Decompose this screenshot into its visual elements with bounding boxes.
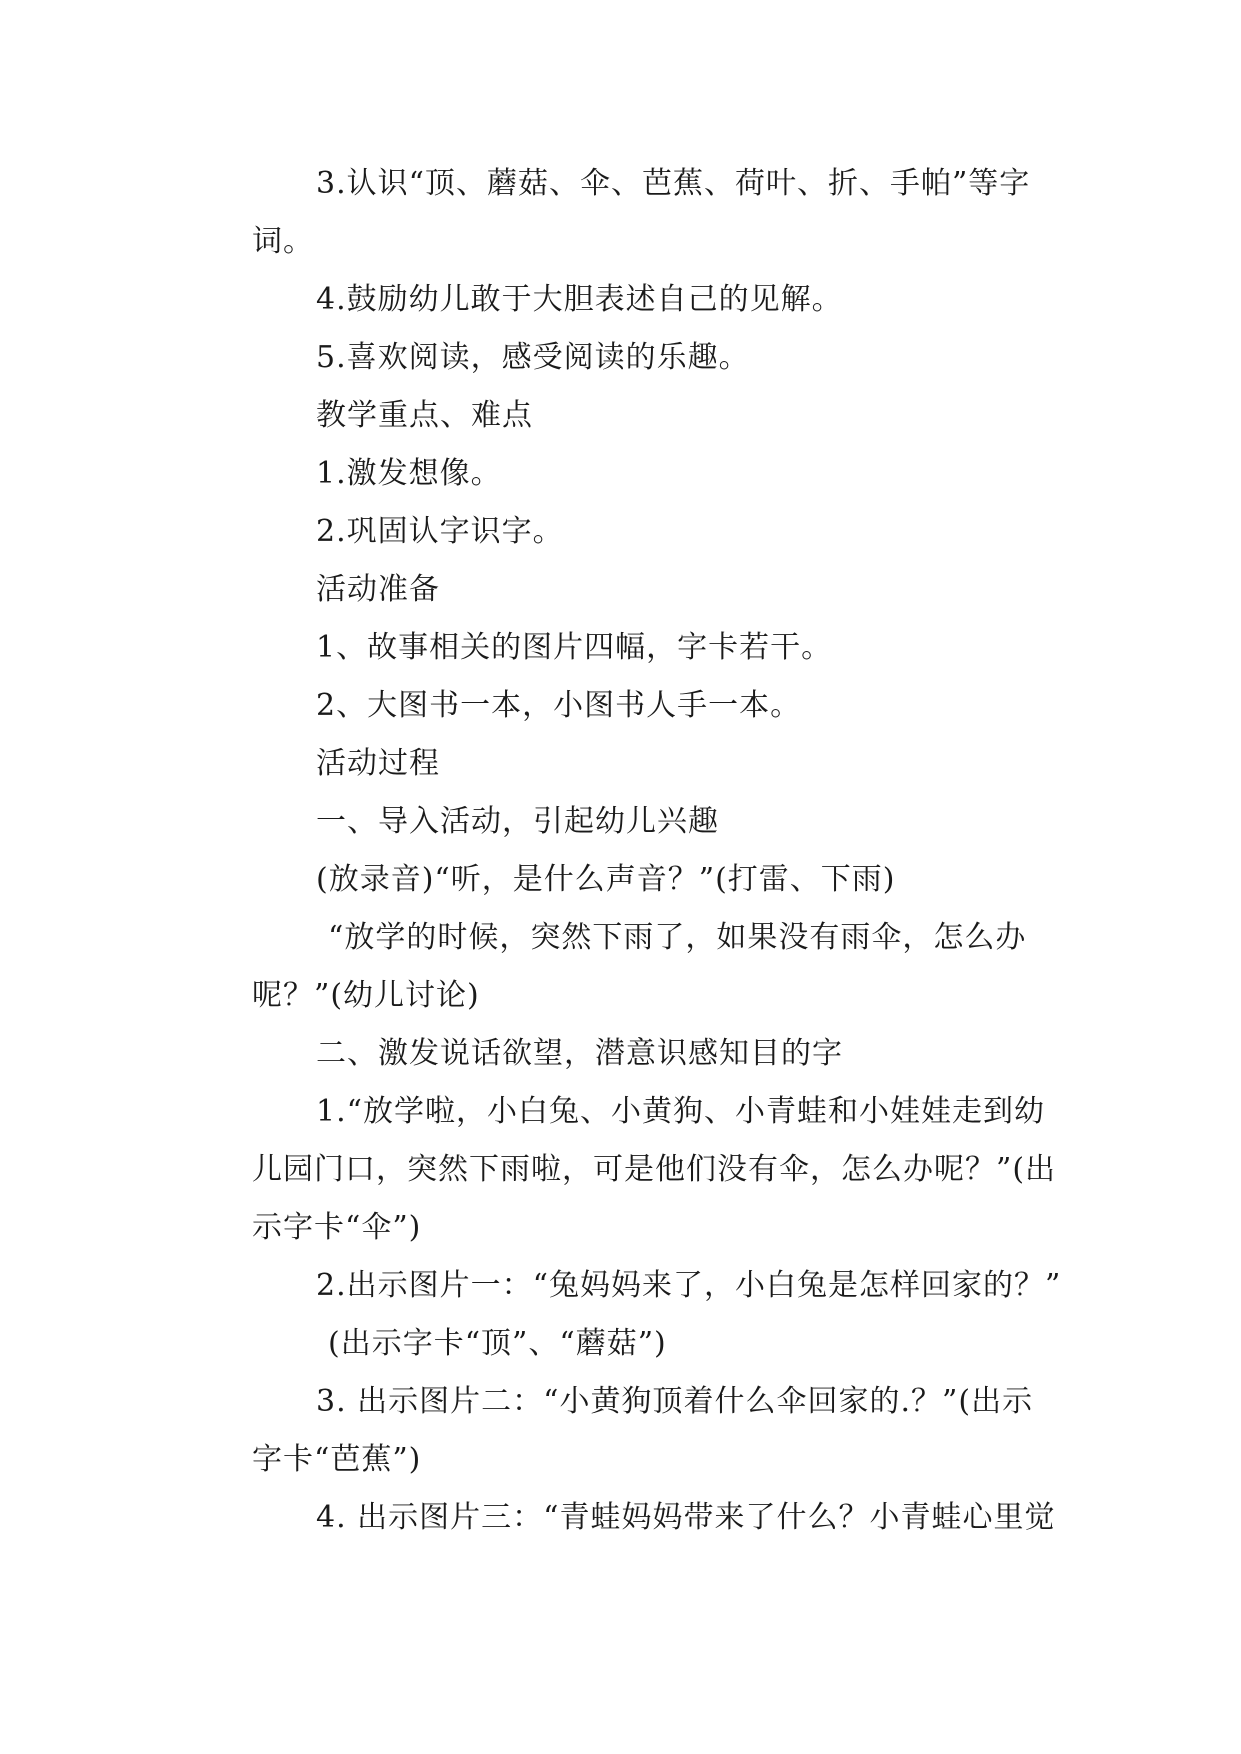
paragraph-step-2-item-3 [188,1373,1054,1489]
paragraph-step-2-item-2 [188,1257,1062,1373]
paragraph-rain-question [188,909,1054,1025]
paragraph-objective-5 [188,329,1054,387]
paragraph-key-point-1 [188,445,1054,503]
paragraph-step-1-heading [188,793,1054,851]
paragraph-key-point-2 [188,503,1054,561]
paragraph-objective-3 [188,155,1054,271]
paragraph-objective-4 [188,271,1054,329]
document-body [188,155,1062,1547]
section-heading: 活动准备 [316,572,440,607]
text-line: 1.“放学啦，小白兔、小黄狗、小青蛙和小娃娃走到幼 [316,1094,1045,1129]
text-line: 5.喜欢阅读，感受阅读的乐趣。 [316,340,750,375]
section-heading: 活动过程 [316,746,440,781]
text-line: 词。 [252,224,314,259]
paragraph-step-2-item-1 [188,1083,1057,1257]
paragraph-recording [188,851,1054,909]
text-line: 4. 出示图片三：“青蛙妈妈带来了什么？小青蛙心里觉 [316,1500,1056,1535]
paragraph-step-2-item-4 [188,1489,1054,1547]
text-line: 2.出示图片一：“兔妈妈来了，小白兔是怎样回家的？” [316,1268,1062,1303]
text-line: 3. 出示图片二：“小黄狗顶着什么伞回家的.？”(出示 [316,1384,1034,1419]
text-line: 1.激发想像。 [316,456,502,491]
heading-key-points [188,387,1054,445]
section-heading: 教学重点、难点 [316,398,533,433]
heading-process [188,735,1054,793]
text-line: 字卡“芭蕉”) [252,1442,422,1477]
text-line: 儿园门口，突然下雨啦，可是他们没有伞，怎么办呢？”(出 [252,1152,1057,1187]
text-line: (出示字卡“顶”、“蘑菇”) [328,1326,667,1361]
text-line: (放录音)“听，是什么声音？”(打雷、下雨) [316,862,896,897]
heading-preparation [188,561,1054,619]
text-line: 3.认识“顶、蘑菇、伞、芭蕉、荷叶、折、手帕”等字 [316,166,1031,201]
text-line: 一、导入活动，引起幼儿兴趣 [316,804,719,839]
text-line: 4.鼓励幼儿敢于大胆表述自己的见解。 [316,282,843,317]
paragraph-step-2-heading [188,1025,1054,1083]
text-line: 示字卡“伞”) [252,1210,422,1245]
text-line: 呢？”(幼儿讨论) [252,978,480,1013]
text-line: 二、激发说话欲望，潜意识感知目的字 [316,1036,843,1071]
text-line: 2.巩固认字识字。 [316,514,564,549]
text-line: “放学的时候，突然下雨了，如果没有雨伞，怎么办 [328,920,1027,955]
text-line: 2、大图书一本，小图书人手一本。 [316,688,802,723]
paragraph-preparation-2 [188,677,1054,735]
paragraph-preparation-1 [188,619,1054,677]
text-line: 1、故事相关的图片四幅，字卡若干。 [316,630,833,665]
